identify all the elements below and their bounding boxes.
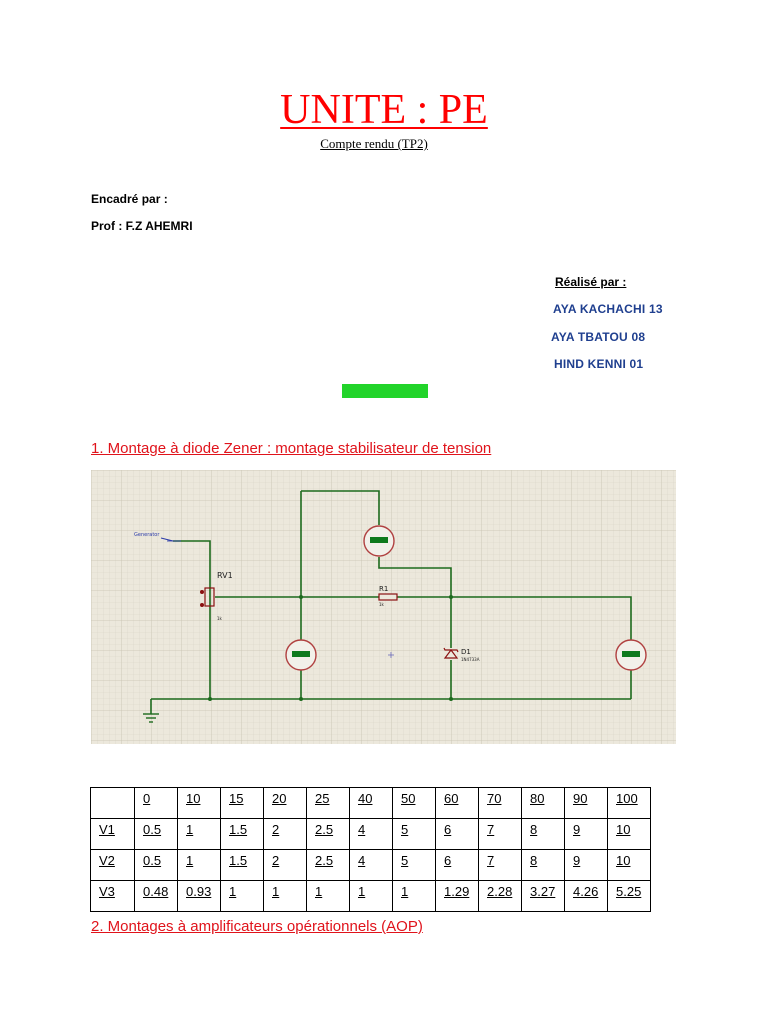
table-cell: 80 bbox=[522, 788, 565, 819]
svg-text:1k: 1k bbox=[217, 616, 222, 621]
table-cell: 9 bbox=[565, 819, 608, 850]
table-cell: 0.5 bbox=[135, 819, 178, 850]
table-cell: 2 bbox=[264, 819, 307, 850]
table-cell: 2 bbox=[264, 850, 307, 881]
table-cell: 2.5 bbox=[307, 850, 350, 881]
supervisor-name: Prof : F.Z AHEMRI bbox=[91, 219, 193, 233]
table-cell: 40 bbox=[350, 788, 393, 819]
svg-text:D1: D1 bbox=[461, 648, 471, 656]
table-cell: 1 bbox=[350, 881, 393, 912]
svg-text:1k: 1k bbox=[379, 602, 384, 607]
table-cell: 2.5 bbox=[307, 819, 350, 850]
table-cell: 8 bbox=[522, 850, 565, 881]
table-cell: 100 bbox=[608, 788, 651, 819]
table-cell: 8 bbox=[522, 819, 565, 850]
table-cell: 5 bbox=[393, 819, 436, 850]
table-header-row bbox=[91, 788, 651, 819]
table-cell: 1 bbox=[178, 850, 221, 881]
table-cell: 5.25 bbox=[608, 881, 651, 912]
svg-text:RV1: RV1 bbox=[217, 571, 233, 580]
section-1-heading: 1. Montage à diode Zener : montage stabilisateur de tension bbox=[91, 440, 492, 457]
voltmeter-left bbox=[286, 640, 316, 670]
table-cell: 0.48 bbox=[135, 881, 178, 912]
table-cell: 10 bbox=[608, 819, 651, 850]
table-cell: V2 bbox=[91, 850, 135, 881]
table-cell: 50 bbox=[393, 788, 436, 819]
table-cell: 1 bbox=[221, 881, 264, 912]
table-cell: 1 bbox=[307, 881, 350, 912]
svg-text:Generator: Generator bbox=[134, 532, 160, 538]
author-1: AYA KACHACHI 13 bbox=[553, 302, 663, 316]
table-cell: 1 bbox=[393, 881, 436, 912]
table-cell bbox=[91, 788, 135, 819]
table-cell: 90 bbox=[565, 788, 608, 819]
table-cell: 7 bbox=[479, 850, 522, 881]
table-row bbox=[91, 850, 651, 881]
table-cell: 7 bbox=[479, 819, 522, 850]
circuit-diagram bbox=[91, 470, 676, 744]
document-subtitle: Compte rendu (TP2) bbox=[320, 136, 428, 151]
author-2: AYA TBATOU 08 bbox=[551, 330, 646, 344]
table-cell: 4 bbox=[350, 850, 393, 881]
table-row bbox=[91, 881, 651, 912]
authors-label: Réalisé par : bbox=[555, 275, 627, 289]
table-cell: 25 bbox=[307, 788, 350, 819]
table-cell: 4 bbox=[350, 819, 393, 850]
document-title: UNITE : PE bbox=[280, 87, 488, 133]
green-highlight-bar bbox=[342, 384, 428, 398]
table-cell: 10 bbox=[178, 788, 221, 819]
table-cell: 1.29 bbox=[436, 881, 479, 912]
author-3: HIND KENNI 01 bbox=[554, 357, 644, 371]
table-cell: 9 bbox=[565, 850, 608, 881]
table-cell: 2.28 bbox=[479, 881, 522, 912]
table-cell: 60 bbox=[436, 788, 479, 819]
section-2-heading: 2. Montages à amplificateurs opérationnels (AOP) bbox=[91, 918, 423, 935]
table-cell: 6 bbox=[436, 850, 479, 881]
voltmeter-top bbox=[364, 526, 394, 556]
table-cell: 1.5 bbox=[221, 819, 264, 850]
table-cell: V1 bbox=[91, 819, 135, 850]
table-cell: 70 bbox=[479, 788, 522, 819]
table-cell: V3 bbox=[91, 881, 135, 912]
table-cell: 5 bbox=[393, 850, 436, 881]
svg-text:1N4733A: 1N4733A bbox=[461, 657, 480, 662]
table-cell: 20 bbox=[264, 788, 307, 819]
table-cell: 6 bbox=[436, 819, 479, 850]
table-cell: 0.5 bbox=[135, 850, 178, 881]
table-cell: 10 bbox=[608, 850, 651, 881]
table-cell: 3.27 bbox=[522, 881, 565, 912]
table-cell: 1.5 bbox=[221, 850, 264, 881]
table-cell: 4.26 bbox=[565, 881, 608, 912]
table-cell: 0.93 bbox=[178, 881, 221, 912]
table-cell: 1 bbox=[178, 819, 221, 850]
table-cell: 0 bbox=[135, 788, 178, 819]
table-row bbox=[91, 819, 651, 850]
measurement-table bbox=[90, 787, 651, 912]
supervisor-label: Encadré par : bbox=[91, 192, 168, 206]
table-cell: 15 bbox=[221, 788, 264, 819]
svg-text:R1: R1 bbox=[379, 585, 389, 593]
table-cell: 1 bbox=[264, 881, 307, 912]
voltmeter-right bbox=[616, 640, 646, 670]
